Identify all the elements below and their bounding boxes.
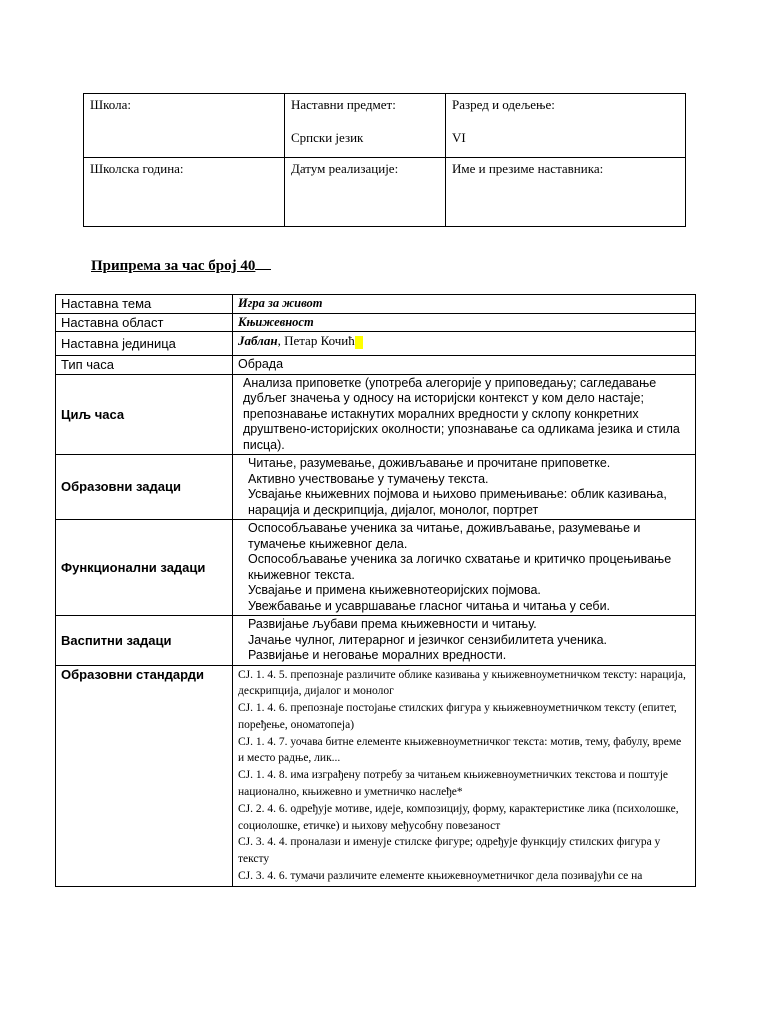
info-table: [83, 93, 686, 227]
row-theme: [56, 295, 696, 314]
type-value: Обрада: [233, 356, 696, 375]
row-edu: [56, 455, 696, 520]
row-goal: [56, 374, 696, 455]
std-item: СЈ. 2. 4. 6. одређује мотиве, идеје, композицију, форму, карактеристике лика (психолошке, социолошке, етичке) и њихову међусобну повезаност: [238, 802, 679, 832]
func-item: Оспособљавање ученика за логичко схватање и критичко процењивање књижевног текста.: [248, 552, 672, 582]
unit-title: Јаблан: [238, 333, 278, 348]
goal-value: Анализа приповетке (употреба алегорије у приповедању; сагледавање дубљег значења у односу на историјски контекст у ком дело настаје; препознавање истакнутих моралних вредности у склопу конкретних друштвено-историјских околности; упознавање са одликама језика и стила писца).: [233, 374, 696, 455]
unit-author: , Петар Кочић: [277, 333, 355, 348]
std-item: СЈ. 1. 4. 6. препознаје постојање стилских фигура у књижевноуметничком тексту (епитет, поређење, ономатопеја): [238, 702, 677, 731]
school-cell: [84, 94, 285, 158]
func-list: [233, 520, 696, 616]
row-func: [56, 520, 696, 616]
std-item: СЈ. 3. 4. 4. проналази и именује стилске фигуре; одређује функцију стилских фигура у тексту: [238, 836, 661, 866]
theme-value: Игра за живот: [238, 296, 323, 310]
theme-label: Наставна тема: [56, 295, 233, 314]
row-upbr: [56, 616, 696, 666]
grade-value: VI: [452, 130, 466, 146]
upbr-list: [233, 616, 696, 666]
func-item: Оспособљавање ученика за читање, доживљавање, разумевање и тумачење књижевног дела.: [248, 521, 641, 551]
upbr-item: Развијање и неговање моралних вредности.: [248, 648, 507, 662]
upbr-label: Васпитни задаци: [56, 616, 233, 666]
edu-item: Усвајање књижевних појмова и њихово примењивање: облик казивања, нарација и дескрипција, дијалог, монолог, портрет: [248, 487, 667, 517]
row-std: [56, 665, 696, 886]
prep-title-underline: [255, 257, 271, 270]
teacher-label: Име и презиме наставника:: [452, 161, 604, 176]
row-type: [56, 356, 696, 375]
func-item: Усвајање и примена књижевнотеоријских појмова.: [248, 583, 541, 597]
prep-title: [91, 257, 271, 275]
prep-title-text: Припрема за час број 40: [91, 258, 256, 274]
std-list: [233, 665, 696, 886]
area-value: Књижевност: [238, 314, 314, 329]
grade-cell: [446, 94, 686, 158]
edu-list: [233, 455, 696, 520]
std-item: СЈ. 1. 4. 7. уочава битне елементе књижевноуметничког текста: мотив, тему, фабулу, време и место радње, лик...: [238, 735, 682, 765]
area-label: Наставна област: [56, 313, 233, 332]
school-label: Школа:: [90, 97, 131, 112]
upbr-item: Развијање љубави према књижевности и читању.: [248, 617, 537, 631]
std-item: СЈ. 1. 4. 5. препознаје различите облике казивања у књижевноуметничком тексту: нарација, дескрипција, дијалог и монолог: [238, 668, 686, 698]
year-label: Школска година:: [90, 161, 184, 176]
date-cell: [285, 158, 446, 227]
subject-cell: [285, 94, 446, 158]
row-unit: [56, 332, 696, 356]
grade-label: Разред и одељење:: [452, 97, 555, 112]
teacher-cell: [446, 158, 686, 227]
std-item: СЈ. 3. 4. 6. тумачи различите елементе књижевноуметничког дела позивајући се на: [238, 870, 643, 883]
unit-label: Наставна јединица: [56, 332, 233, 356]
edu-item: Активно учествовање у тумачењу текста.: [248, 471, 489, 486]
year-cell: [84, 158, 285, 227]
upbr-item: Јачање чулног, литерарног и језичког сензибилитета ученика.: [248, 632, 608, 647]
edu-label: Образовни задаци: [56, 455, 233, 520]
std-label: Образовни стандарди: [56, 665, 233, 886]
std-item: СЈ. 1. 4. 8. има изграђену потребу за читањем књижевноуметничких текстова и поштује национално, књижевно и уметничко наслеђе*: [238, 769, 668, 799]
edu-item: Читање, разумевање, доживљавање и прочитане приповетке.: [248, 456, 611, 470]
subject-label: Наставни предмет:: [291, 97, 396, 112]
highlight-mark: [355, 336, 363, 349]
func-label: Функционални задаци: [56, 520, 233, 616]
type-label: Тип часа: [56, 356, 233, 375]
date-label: Датум реализације:: [291, 161, 399, 176]
goal-label: Циљ часа: [56, 374, 233, 455]
func-item: Увежбавање и усавршавање гласног читања и читања у себи.: [248, 598, 611, 613]
row-area: [56, 313, 696, 332]
subject-value: Српски језик: [291, 130, 364, 146]
lesson-table: [55, 294, 696, 887]
